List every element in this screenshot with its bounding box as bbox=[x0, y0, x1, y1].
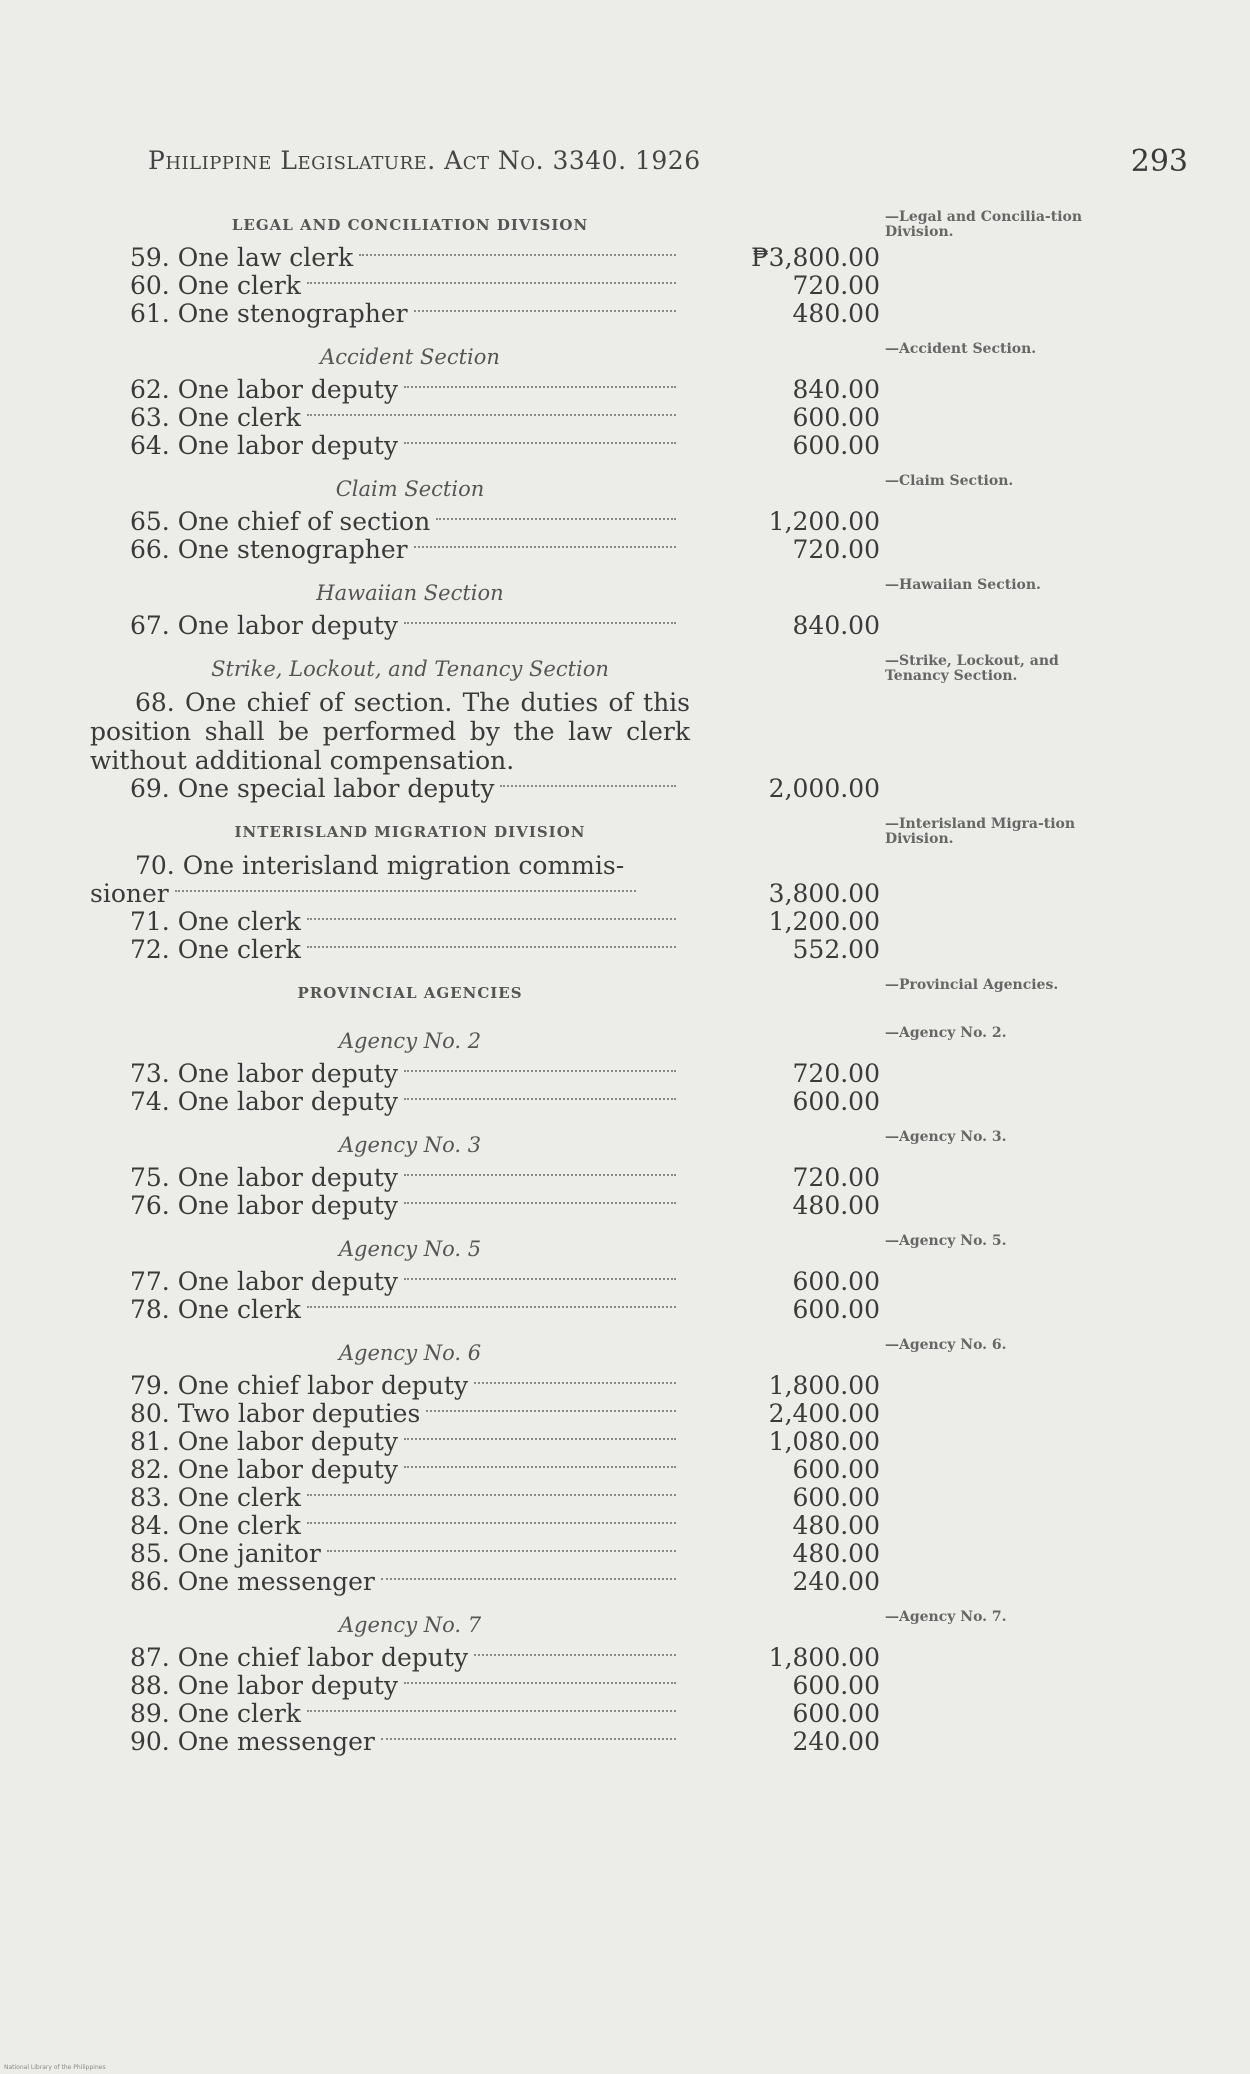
line-item-label-wrap bbox=[130, 1644, 680, 1672]
item-paragraph: 70. One interisland migration commis- bbox=[135, 851, 625, 880]
leader-dots bbox=[404, 1268, 676, 1280]
section-spacer bbox=[0, 1220, 1250, 1230]
line-item-label: 89. One clerk bbox=[130, 1700, 301, 1728]
section-heading: LEGAL AND CONCILIATION DIVISION bbox=[231, 216, 589, 234]
section-heading: INTERISLAND MIGRATION DIVISION bbox=[234, 823, 586, 841]
line-item bbox=[0, 432, 1250, 460]
line-item-label-wrap bbox=[130, 1400, 680, 1428]
margin-note: —Legal and Concilia-tion Division. bbox=[885, 209, 1083, 240]
line-item-amount: 1,800.00 bbox=[768, 1371, 880, 1400]
line-item bbox=[0, 612, 1250, 640]
margin-note: —Hawaiian Section. bbox=[885, 577, 1041, 593]
line-item bbox=[0, 1428, 1250, 1456]
line-item-amount: 480.00 bbox=[792, 1191, 880, 1220]
section bbox=[0, 574, 1250, 650]
line-item-label: sioner bbox=[90, 880, 169, 908]
line-item-label: 75. One labor deputy bbox=[130, 1164, 398, 1192]
line-item bbox=[0, 376, 1250, 404]
section bbox=[0, 1022, 1250, 1126]
line-item-label-wrap bbox=[130, 1484, 680, 1512]
line-item bbox=[0, 272, 1250, 300]
line-item-amount: 600.00 bbox=[792, 1295, 880, 1324]
leader-dots bbox=[404, 1672, 676, 1684]
line-item-label-wrap bbox=[130, 536, 680, 564]
line-item bbox=[0, 1296, 1250, 1324]
leader-dots bbox=[307, 404, 676, 416]
line-item-amount: 2,000.00 bbox=[768, 774, 880, 803]
margin-note: —Provincial Agencies. bbox=[885, 977, 1059, 993]
line-item-label-wrap bbox=[130, 1540, 680, 1568]
section-spacer bbox=[0, 1324, 1250, 1334]
margin-note: —Agency No. 7. bbox=[885, 1609, 1007, 1625]
line-item bbox=[0, 1540, 1250, 1568]
line-item bbox=[0, 536, 1250, 564]
leader-dots bbox=[381, 1568, 676, 1580]
leader-dots bbox=[426, 1400, 676, 1412]
margin-note: —Interisland Migra-tion Division. bbox=[885, 816, 1076, 847]
section bbox=[0, 974, 1250, 1022]
section-heading: Claim Section bbox=[335, 477, 485, 501]
line-item-label: 71. One clerk bbox=[130, 908, 301, 936]
section-spacer bbox=[0, 1596, 1250, 1606]
line-item-label-wrap bbox=[130, 508, 680, 536]
line-item-label-wrap bbox=[90, 880, 640, 908]
leader-dots bbox=[474, 1644, 676, 1656]
line-item-label: 62. One labor deputy bbox=[130, 376, 398, 404]
section-spacer bbox=[0, 1012, 1250, 1022]
line-item-label: 88. One labor deputy bbox=[130, 1672, 398, 1700]
line-item-label-wrap bbox=[130, 1728, 680, 1756]
leader-dots bbox=[307, 272, 676, 284]
leader-dots bbox=[404, 1164, 676, 1176]
section bbox=[0, 1230, 1250, 1334]
line-item-label-wrap bbox=[130, 272, 680, 300]
section-heading: Agency No. 5 bbox=[338, 1237, 482, 1261]
section bbox=[0, 338, 1250, 470]
line-item-label-wrap bbox=[130, 775, 680, 803]
line-item-amount: 1,200.00 bbox=[768, 507, 880, 536]
section-spacer bbox=[0, 564, 1250, 574]
leader-dots bbox=[404, 376, 676, 388]
line-item-label-wrap bbox=[130, 244, 680, 272]
section-spacer bbox=[0, 1756, 1250, 1766]
line-item-label: 78. One clerk bbox=[130, 1296, 301, 1324]
line-item bbox=[0, 1372, 1250, 1400]
line-item bbox=[0, 1268, 1250, 1296]
line-item-amount: 600.00 bbox=[792, 1087, 880, 1116]
line-item-label-wrap bbox=[130, 1296, 680, 1324]
line-item bbox=[0, 508, 1250, 536]
line-item-label: 76. One labor deputy bbox=[130, 1192, 398, 1220]
line-item-label-wrap bbox=[130, 1060, 680, 1088]
line-item-label-wrap bbox=[130, 1088, 680, 1116]
line-item bbox=[0, 775, 1250, 803]
running-title: Philippine Legislature. Act No. 3340. 1926 bbox=[148, 146, 701, 175]
section-heading: Agency No. 2 bbox=[338, 1029, 482, 1053]
line-item bbox=[0, 1700, 1250, 1728]
line-item bbox=[0, 404, 1250, 432]
line-item-amount: 720.00 bbox=[792, 1059, 880, 1088]
line-item-label: 84. One clerk bbox=[130, 1512, 301, 1540]
margin-note: —Agency No. 6. bbox=[885, 1337, 1007, 1353]
line-item-label-wrap bbox=[130, 612, 680, 640]
line-item-label-wrap bbox=[130, 1192, 680, 1220]
line-item-label: 80. Two labor deputies bbox=[130, 1400, 421, 1428]
line-item-amount: 600.00 bbox=[792, 431, 880, 460]
section-spacer bbox=[0, 328, 1250, 338]
line-item-label: 66. One stenographer bbox=[130, 536, 408, 564]
line-item-amount: 3,800.00 bbox=[768, 879, 880, 908]
line-item-label-wrap bbox=[130, 1700, 680, 1728]
line-item bbox=[0, 880, 1250, 908]
page-number: 293 bbox=[1130, 144, 1188, 179]
section-heading: Agency No. 7 bbox=[338, 1613, 482, 1637]
line-item-label: 65. One chief of section bbox=[130, 508, 431, 536]
leader-dots bbox=[436, 508, 676, 520]
leader-dots bbox=[404, 432, 676, 444]
line-item bbox=[0, 244, 1250, 272]
line-item-label: 81. One labor deputy bbox=[130, 1428, 398, 1456]
leader-dots bbox=[404, 1060, 676, 1072]
line-item-label: 67. One labor deputy bbox=[130, 612, 398, 640]
line-item-label-wrap bbox=[130, 432, 680, 460]
line-item bbox=[0, 936, 1250, 964]
line-item-label-wrap bbox=[130, 1372, 680, 1400]
leader-dots bbox=[404, 1088, 676, 1100]
leader-dots bbox=[359, 244, 676, 256]
line-item-amount: 552.00 bbox=[792, 935, 880, 964]
line-item-label: 69. One special labor deputy bbox=[130, 775, 495, 803]
line-item bbox=[0, 1644, 1250, 1672]
line-item-label-wrap bbox=[130, 1456, 680, 1484]
line-item-label: 73. One labor deputy bbox=[130, 1060, 398, 1088]
line-item-label: 87. One chief labor deputy bbox=[130, 1644, 469, 1672]
line-item-amount: 600.00 bbox=[792, 1699, 880, 1728]
leader-dots bbox=[307, 908, 676, 920]
line-item-label-wrap bbox=[130, 1164, 680, 1192]
line-item-label: 61. One stenographer bbox=[130, 300, 408, 328]
line-item-amount: 600.00 bbox=[792, 403, 880, 432]
line-item bbox=[0, 1512, 1250, 1540]
line-item bbox=[0, 1164, 1250, 1192]
line-item bbox=[0, 1088, 1250, 1116]
section bbox=[0, 1606, 1250, 1766]
leader-dots bbox=[307, 1484, 676, 1496]
leader-dots bbox=[307, 1700, 676, 1712]
line-item-amount: 1,200.00 bbox=[768, 907, 880, 936]
line-item-amount: 720.00 bbox=[792, 1163, 880, 1192]
section-spacer bbox=[0, 1116, 1250, 1126]
line-item-amount: 720.00 bbox=[792, 271, 880, 300]
line-item-label-wrap bbox=[130, 300, 680, 328]
line-item-label: 79. One chief labor deputy bbox=[130, 1372, 469, 1400]
section bbox=[0, 206, 1250, 338]
line-item-amount: 2,400.00 bbox=[768, 1399, 880, 1428]
leader-dots bbox=[500, 775, 676, 787]
line-item-label-wrap bbox=[130, 1268, 680, 1296]
line-item-amount: 600.00 bbox=[792, 1455, 880, 1484]
line-item-label-wrap bbox=[130, 376, 680, 404]
line-item-amount: 600.00 bbox=[792, 1671, 880, 1700]
leader-dots bbox=[404, 1456, 676, 1468]
leader-dots bbox=[307, 936, 676, 948]
section bbox=[0, 1126, 1250, 1230]
leader-dots bbox=[414, 300, 676, 312]
line-item-label-wrap bbox=[130, 936, 680, 964]
margin-note: —Strike, Lockout, and Tenancy Section. bbox=[885, 653, 1059, 684]
section-heading: Agency No. 3 bbox=[338, 1133, 482, 1157]
line-item-amount: 480.00 bbox=[792, 1539, 880, 1568]
leader-dots bbox=[307, 1296, 676, 1308]
leader-dots bbox=[175, 880, 636, 892]
margin-note: —Agency No. 3. bbox=[885, 1129, 1007, 1145]
line-item-label-wrap bbox=[130, 404, 680, 432]
line-item-amount: 240.00 bbox=[792, 1727, 880, 1756]
section-spacer bbox=[0, 964, 1250, 974]
section-spacer bbox=[0, 640, 1250, 650]
line-item bbox=[0, 1060, 1250, 1088]
leader-dots bbox=[381, 1728, 676, 1740]
line-item-label: 90. One messenger bbox=[130, 1728, 375, 1756]
line-item-label-wrap bbox=[130, 1512, 680, 1540]
line-item bbox=[0, 1568, 1250, 1596]
line-item-label: 85. One janitor bbox=[130, 1540, 321, 1568]
appropriation-list bbox=[0, 206, 1250, 1766]
line-item bbox=[0, 908, 1250, 936]
line-item-amount: 840.00 bbox=[792, 611, 880, 640]
section-heading: Accident Section bbox=[320, 345, 500, 369]
line-item-label-wrap bbox=[130, 908, 680, 936]
line-item-label: 82. One labor deputy bbox=[130, 1456, 398, 1484]
line-item-amount: 840.00 bbox=[792, 375, 880, 404]
line-item-label: 77. One labor deputy bbox=[130, 1268, 398, 1296]
margin-note: —Claim Section. bbox=[885, 473, 1014, 489]
section bbox=[0, 1334, 1250, 1606]
line-item bbox=[0, 1400, 1250, 1428]
line-item-amount: 480.00 bbox=[792, 1511, 880, 1540]
line-item-amount: 600.00 bbox=[792, 1267, 880, 1296]
line-item-amount: 1,080.00 bbox=[768, 1427, 880, 1456]
leader-dots bbox=[474, 1372, 676, 1384]
leader-dots bbox=[307, 1512, 676, 1524]
section-spacer bbox=[0, 460, 1250, 470]
section-spacer bbox=[0, 803, 1250, 813]
line-item-label: 63. One clerk bbox=[130, 404, 301, 432]
margin-note: —Agency No. 2. bbox=[885, 1025, 1007, 1041]
line-item-label: 59. One law clerk bbox=[130, 244, 354, 272]
line-item-label: 83. One clerk bbox=[130, 1484, 301, 1512]
line-item-label: 74. One labor deputy bbox=[130, 1088, 398, 1116]
section-heading: Agency No. 6 bbox=[338, 1341, 482, 1365]
section bbox=[0, 813, 1250, 974]
line-item bbox=[0, 1484, 1250, 1512]
line-item-amount: 600.00 bbox=[792, 1483, 880, 1512]
line-item-amount: ₱3,800.00 bbox=[751, 243, 880, 272]
section-heading: Strike, Lockout, and Tenancy Section bbox=[211, 657, 609, 681]
item-paragraph: 68. One chief of section. The duties of this position shall be performed by the law clerk without additional compensation. bbox=[90, 688, 690, 775]
leader-dots bbox=[404, 1192, 676, 1204]
line-item-label: 86. One messenger bbox=[130, 1568, 375, 1596]
scan-footer: National Library of the Philippines bbox=[4, 2064, 106, 2071]
leader-dots bbox=[404, 612, 676, 624]
section bbox=[0, 470, 1250, 574]
line-item-amount: 240.00 bbox=[792, 1567, 880, 1596]
section-heading: Hawaiian Section bbox=[316, 581, 504, 605]
line-item-amount: 1,800.00 bbox=[768, 1643, 880, 1672]
line-item-label: 72. One clerk bbox=[130, 936, 301, 964]
line-item bbox=[0, 1672, 1250, 1700]
line-item-label-wrap bbox=[130, 1568, 680, 1596]
leader-dots bbox=[327, 1540, 676, 1552]
section-heading: PROVINCIAL AGENCIES bbox=[297, 984, 523, 1002]
line-item-label-wrap bbox=[130, 1428, 680, 1456]
leader-dots bbox=[414, 536, 676, 548]
line-item-label-wrap bbox=[130, 1672, 680, 1700]
line-item bbox=[0, 300, 1250, 328]
margin-note: —Agency No. 5. bbox=[885, 1233, 1007, 1249]
line-item bbox=[0, 1728, 1250, 1756]
line-item bbox=[0, 1456, 1250, 1484]
margin-note: —Accident Section. bbox=[885, 341, 1037, 357]
page-header bbox=[148, 146, 1188, 186]
line-item-amount: 480.00 bbox=[792, 299, 880, 328]
line-item-amount: 720.00 bbox=[792, 535, 880, 564]
line-item-label: 64. One labor deputy bbox=[130, 432, 398, 460]
section bbox=[0, 650, 1250, 813]
leader-dots bbox=[404, 1428, 676, 1440]
line-item bbox=[0, 1192, 1250, 1220]
line-item-label: 60. One clerk bbox=[130, 272, 301, 300]
